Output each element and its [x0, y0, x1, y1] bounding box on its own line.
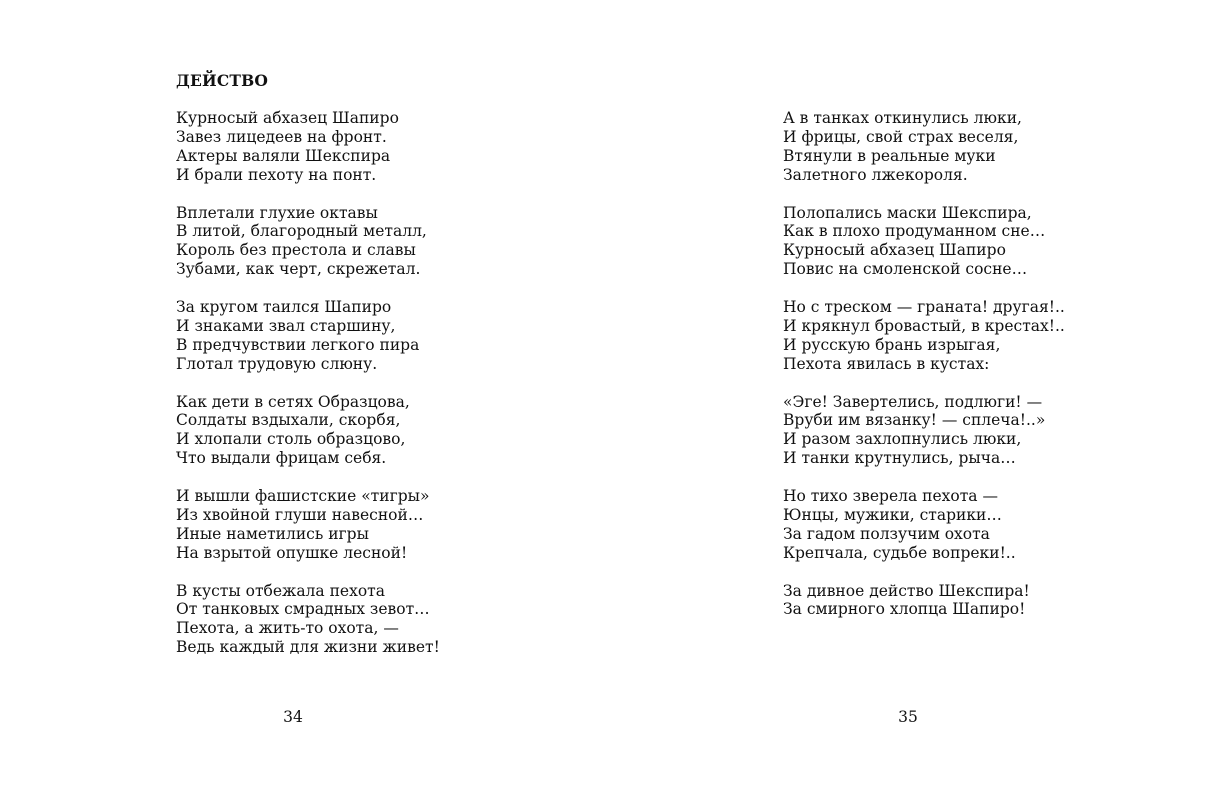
- poem-line: В предчувствии легкого пира: [176, 335, 420, 354]
- stanza: [176, 298, 440, 374]
- stanza: [783, 393, 1065, 469]
- poem-line: Что выдали фрицам себя.: [176, 449, 387, 468]
- poem-line: За дивное действо Шекспира!: [783, 581, 1030, 600]
- poem-line: Пехота явилась в кустах:: [783, 354, 990, 373]
- poem-line: И разом захлопнулись люки,: [783, 430, 1022, 449]
- poem-line: Ведь каждый для жизни живет!: [176, 638, 440, 657]
- poem-line: Вплетали глухие октавы: [176, 203, 378, 222]
- stanza: [783, 582, 1065, 620]
- poem-line: Курносый абхазец Шапиро: [783, 241, 1006, 260]
- poem-line: Но тихо зверела пехота —: [783, 487, 998, 506]
- poem-line: Втянули в реальные муки: [783, 146, 996, 165]
- stanza: [176, 109, 440, 185]
- left-poem: [176, 109, 440, 676]
- poem-line: В литой, благородный металл,: [176, 222, 427, 241]
- poem-line: Но с треском — граната! другая!..: [783, 298, 1065, 317]
- poem-line: И фрицы, свой страх веселя,: [783, 127, 1019, 146]
- poem-line: Из хвойной глуши навесной…: [176, 505, 424, 524]
- poem-line: Повис на смоленской сосне…: [783, 260, 1028, 279]
- poem-line: Вруби им вязанку! — сплеча!..»: [783, 411, 1046, 430]
- poem-line: Полопались маски Шекспира,: [783, 203, 1032, 222]
- poem-line: А в танках откинулись люки,: [783, 109, 1022, 127]
- poem-line: Иные наметились игры: [176, 524, 369, 543]
- stanza: [783, 487, 1065, 563]
- poem-line: Залетного лжекороля.: [783, 165, 968, 184]
- poem-line: И хлопали столь образцово,: [176, 430, 406, 449]
- poem-line: Король без престола и славы: [176, 241, 416, 260]
- poem-line: Юнцы, мужики, старики…: [783, 505, 1002, 524]
- stanza: [176, 393, 440, 469]
- poem-line: И брали пехоту на понт.: [176, 165, 377, 184]
- poem-line: За кругом таился Шапиро: [176, 298, 392, 317]
- poem-line: И танки крутнулись, рыча…: [783, 449, 1016, 468]
- poem-line: От танковых смрадных зевот…: [176, 600, 430, 619]
- page-number: 35: [898, 708, 918, 726]
- poem-line: Зубами, как черт, скрежетал.: [176, 260, 421, 279]
- poem-line: Глотал трудовую слюну.: [176, 354, 378, 373]
- poem-line: Как в плохо продуманном сне…: [783, 222, 1046, 241]
- poem-line: И вышли фашистские «тигры»: [176, 487, 430, 506]
- poem-line: Как дети в сетях Образцова,: [176, 392, 410, 411]
- poem-line: За смирного хлопца Шапиро!: [783, 600, 1026, 619]
- right-poem: [783, 109, 1065, 638]
- poem-title: ДЕЙСТВО: [176, 71, 269, 90]
- stanza: [176, 487, 440, 563]
- poem-line: На взрытой опушке лесной!: [176, 543, 408, 562]
- poem-line: Крепчала, судьбе вопреки!..: [783, 543, 1016, 562]
- poem-line: И крякнул бровастый, в крестах!..: [783, 316, 1065, 335]
- stanza: [176, 204, 440, 280]
- stanza: [176, 582, 440, 658]
- poem-line: Завез лицедеев на фронт.: [176, 127, 387, 146]
- poem-line: Солдаты вздыхали, скорбя,: [176, 411, 401, 430]
- poem-line: Пехота, а жить-то охота, —: [176, 619, 399, 638]
- right-page: [606, 0, 1212, 800]
- stanza: [783, 298, 1065, 374]
- poem-line: Курносый абхазец Шапиро: [176, 109, 399, 127]
- poem-line: «Эге! Завертелись, подлюги! —: [783, 392, 1043, 411]
- poem-line: Актеры валяли Шекспира: [176, 146, 391, 165]
- stanza: [783, 204, 1065, 280]
- poem-line: И русскую брань изрыгая,: [783, 335, 1001, 354]
- page-number: 34: [283, 708, 303, 726]
- poem-line: За гадом ползучим охота: [783, 524, 990, 543]
- poem-line: В кусты отбежала пехота: [176, 581, 385, 600]
- stanza: [783, 109, 1065, 185]
- poem-line: И знаками звал старшину,: [176, 316, 396, 335]
